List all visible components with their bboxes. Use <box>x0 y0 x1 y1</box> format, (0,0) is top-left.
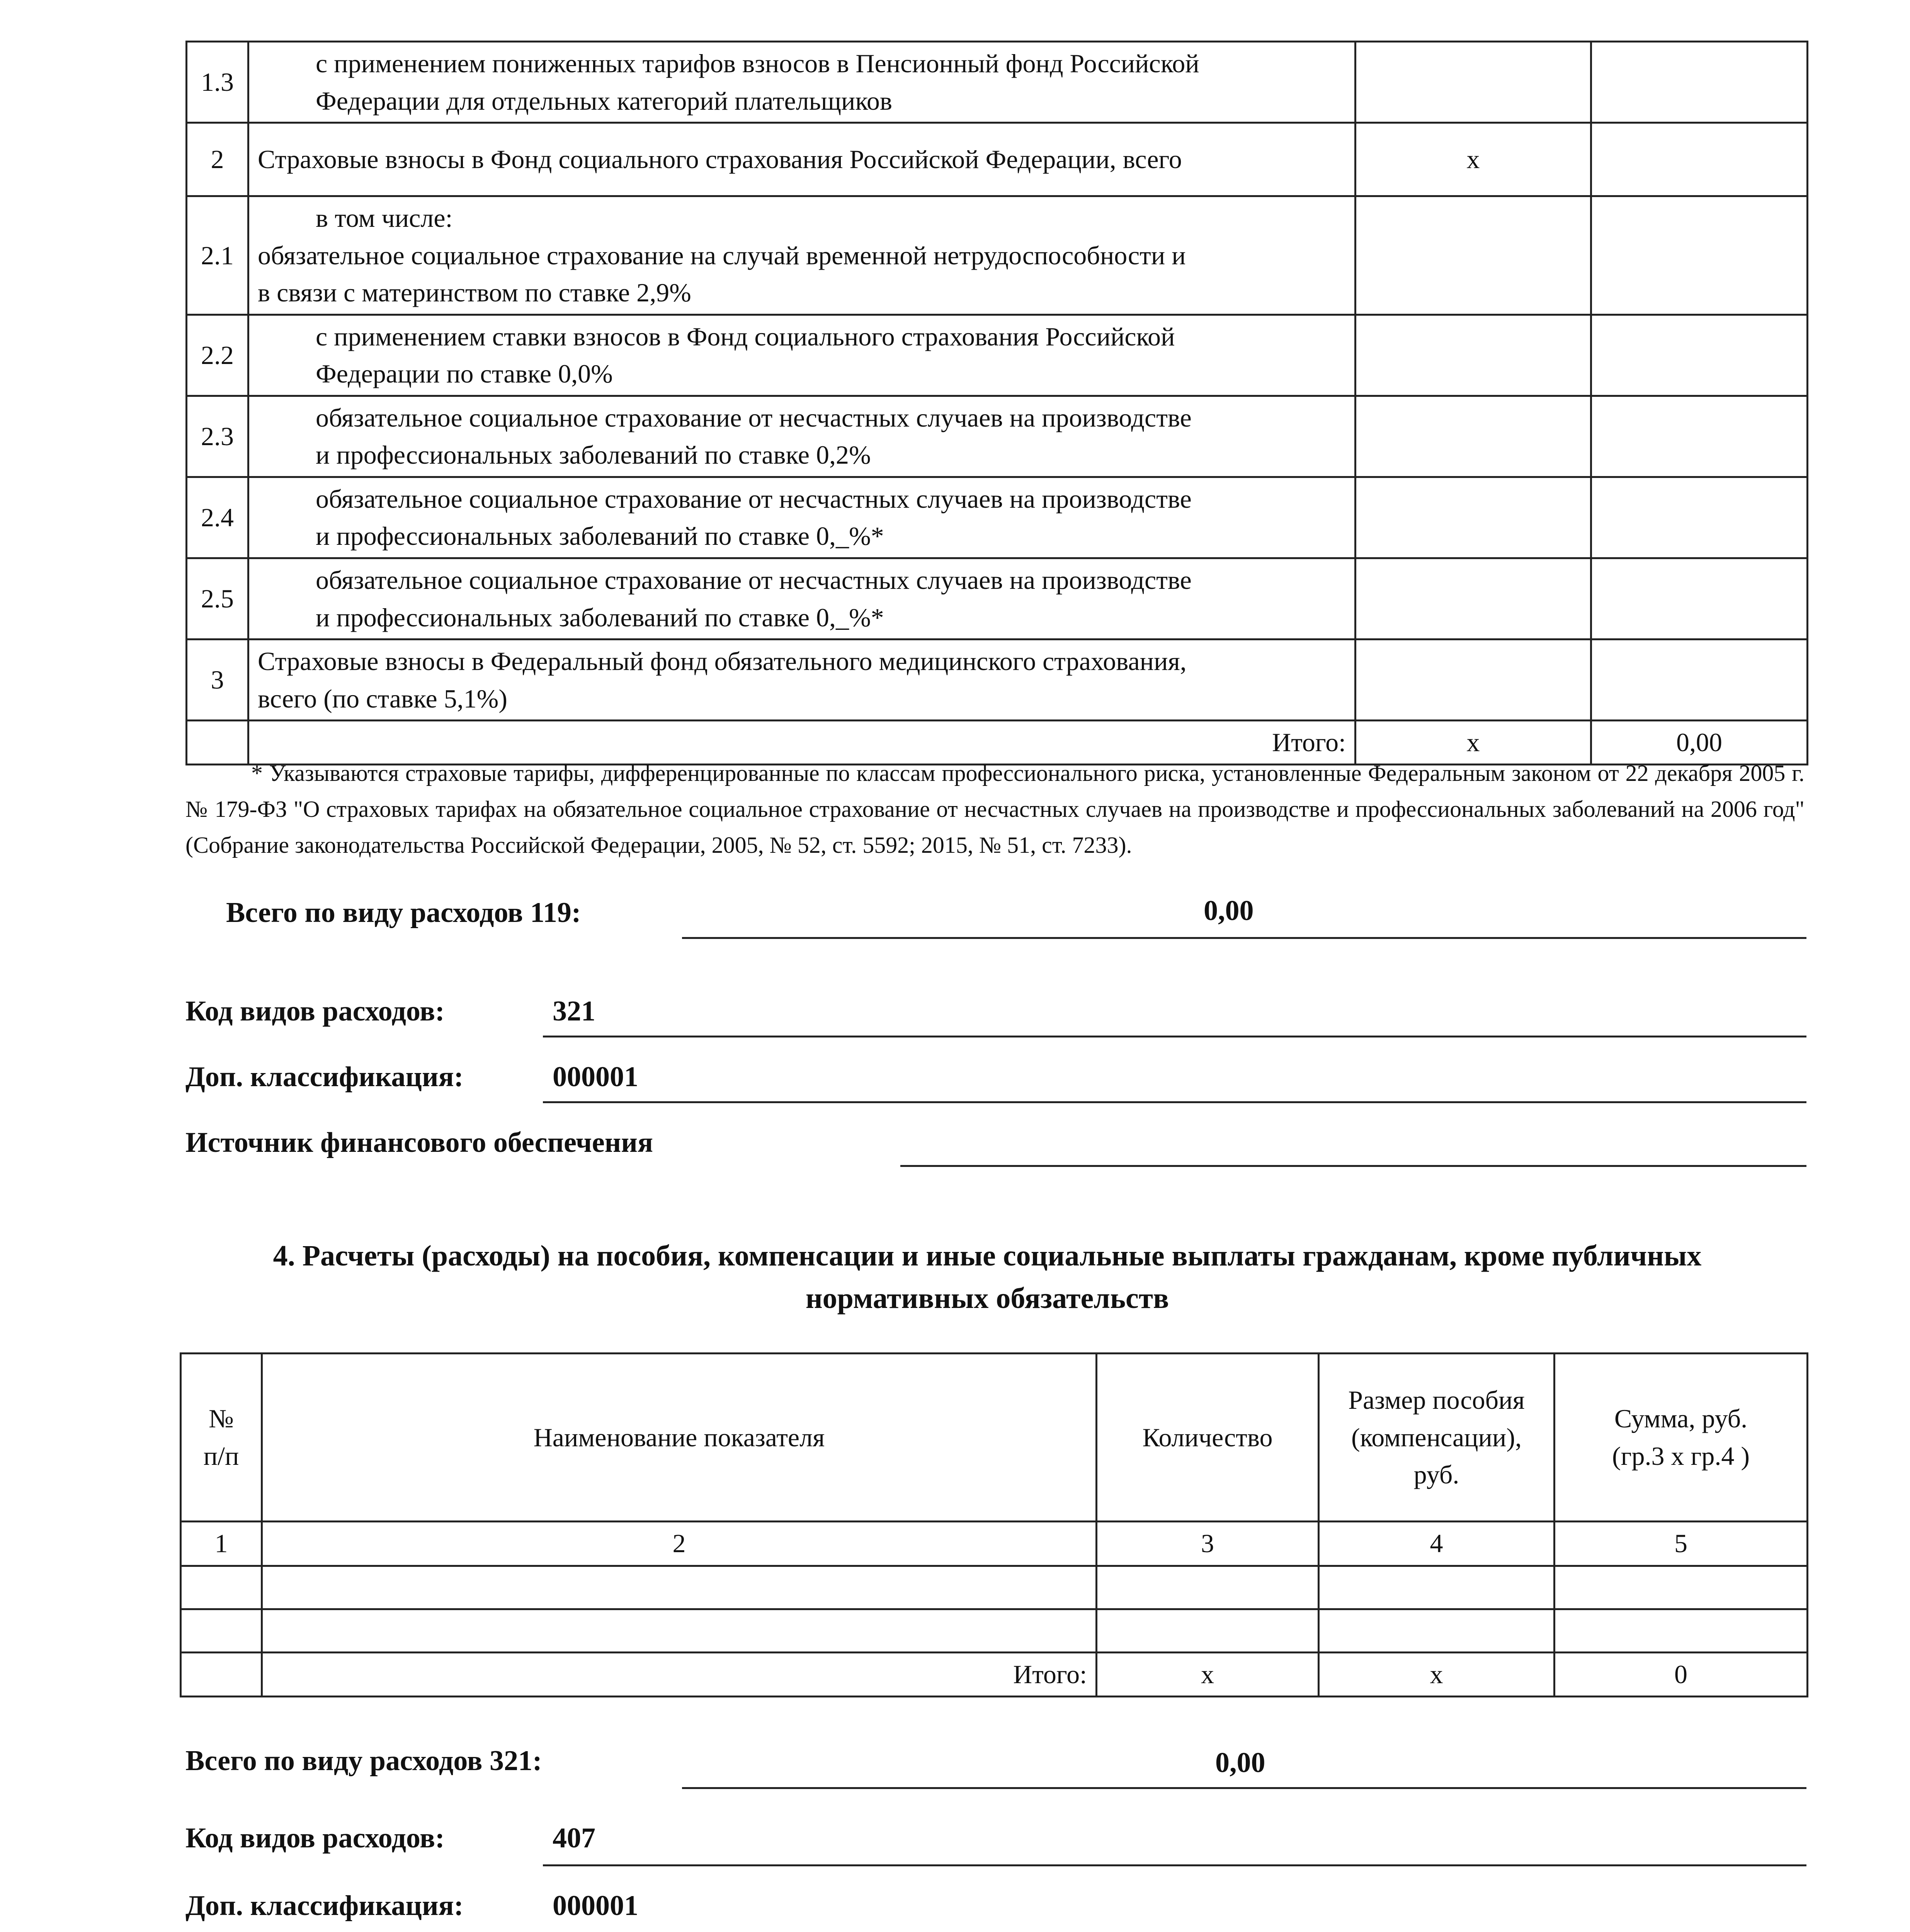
row-description <box>248 123 1356 196</box>
total-321-label: Всего по виду расходов 321: <box>185 1745 542 1777</box>
table-cell <box>1555 1609 1808 1653</box>
table-row <box>187 558 1808 639</box>
row-sum <box>1591 196 1808 315</box>
extra-classification-underline <box>543 1101 1806 1103</box>
row-sum <box>1591 42 1808 123</box>
row-description <box>248 639 1356 721</box>
expense-code-underline-2 <box>543 1864 1806 1866</box>
table-row <box>187 477 1808 558</box>
expense-code-value: 321 <box>553 995 595 1027</box>
table-row <box>187 42 1808 123</box>
description-line: обязательное социальное страхование от несчастных случаев на производстве <box>316 565 1192 595</box>
column-header-3: Количество <box>1097 1354 1319 1522</box>
description-line: обязательное социальное страхование от несчастных случаев на производстве <box>316 403 1192 432</box>
row-number: 2.2 <box>187 315 248 396</box>
total-sum: 0,00 <box>1591 721 1808 765</box>
total-label: Итого: <box>262 1653 1097 1697</box>
total-sum: 0 <box>1555 1653 1808 1697</box>
footnote-text: * Указываются страховые тарифы, дифференцированные по классам профессионального риска, установленные Федеральным законом от 22 декабря 2005 г. № 179-ФЗ "О страховых тарифах на обязательное социальное страхование от несчастных случаев на производстве и профессиональных заболеваний на 2006 год" (Собрание законодательства Российской Федерации, 2005, № 52, ст. 5592; 2015, № 51, ст. 7233). <box>185 760 1805 858</box>
table-cell <box>181 1566 262 1609</box>
funding-source-label: Источник финансового обеспечения <box>185 1127 653 1158</box>
row-description <box>248 396 1356 477</box>
row-sum <box>1591 123 1808 196</box>
extra-classification-value-2: 000001 <box>553 1890 638 1922</box>
row-base <box>1356 315 1591 396</box>
total-321-value: 0,00 <box>1215 1747 1265 1779</box>
description-line: всего (по ставке 5,1%) <box>258 684 507 713</box>
row-number: 2.5 <box>187 558 248 639</box>
table-row <box>187 639 1808 721</box>
column-header-5: Сумма, руб. (гр.3 х гр.4 ) <box>1555 1354 1808 1522</box>
insurance-contributions-table <box>185 41 1808 765</box>
description-line: обязательное социальное страхование от несчастных случаев на производстве <box>316 484 1192 514</box>
social-payments-table <box>180 1352 1808 1697</box>
total-119-underline <box>682 937 1806 939</box>
funding-source-underline <box>900 1165 1806 1167</box>
row-base <box>1356 396 1591 477</box>
table-cell <box>1097 1566 1319 1609</box>
description-line: и профессиональных заболеваний по ставке 0,_%* <box>316 602 884 632</box>
table-cell <box>1319 1609 1555 1653</box>
column-header-1: № п/п <box>181 1354 262 1522</box>
description-line: и профессиональных заболеваний по ставке 0,2% <box>316 440 871 470</box>
table-row <box>187 196 1808 315</box>
row-number: 3 <box>187 639 248 721</box>
description-line: в том числе: <box>316 203 453 233</box>
row-description <box>248 477 1356 558</box>
description-line: Федерации для отдельных категорий плательщиков <box>316 86 893 116</box>
expense-code-label-2: Код видов расходов: <box>185 1822 445 1854</box>
column-number-3: 3 <box>1097 1522 1319 1566</box>
extra-classification-value: 000001 <box>553 1061 638 1093</box>
expense-code-underline <box>543 1036 1806 1037</box>
table-cell <box>1319 1566 1555 1609</box>
section-4-title-line1: 4. Расчеты (расходы) на пособия, компенсации и иные социальные выплаты гражданам, кроме публичных <box>273 1240 1702 1272</box>
table-cell <box>181 1653 262 1697</box>
row-base <box>1356 42 1591 123</box>
row-sum <box>1591 639 1808 721</box>
table-cell <box>1097 1609 1319 1653</box>
description-line: и профессиональных заболеваний по ставке 0,_%* <box>316 521 884 551</box>
description-line: обязательное социальное страхование на случай временной нетрудоспособности и <box>258 240 1186 270</box>
row-number: 2.4 <box>187 477 248 558</box>
total-base: x <box>1356 721 1591 765</box>
row-sum <box>1591 558 1808 639</box>
column-header-2: Наименование показателя <box>262 1354 1097 1522</box>
extra-classification-label: Доп. классификация: <box>185 1061 464 1093</box>
section-4-title-line2: нормативных обязательств <box>805 1282 1169 1315</box>
total-qty: x <box>1097 1653 1319 1697</box>
table-row <box>187 396 1808 477</box>
description-line: Федерации по ставке 0,0% <box>316 359 613 389</box>
total-119-label: Всего по виду расходов 119: <box>226 897 581 929</box>
table-cell <box>262 1609 1097 1653</box>
row-sum <box>1591 315 1808 396</box>
column-number-5: 5 <box>1555 1522 1808 1566</box>
table-cell <box>1555 1566 1808 1609</box>
row-base: x <box>1356 123 1591 196</box>
row-base <box>1356 477 1591 558</box>
section-4-title <box>166 1235 1808 1320</box>
row-number: 1.3 <box>187 42 248 123</box>
row-number: 2.1 <box>187 196 248 315</box>
column-number-1: 1 <box>181 1522 262 1566</box>
column-number-4: 4 <box>1319 1522 1555 1566</box>
row-base <box>1356 196 1591 315</box>
column-header-4: Размер пособия (компенсации), руб. <box>1319 1354 1555 1522</box>
table-row <box>187 315 1808 396</box>
row-base <box>1356 558 1591 639</box>
row-number: 2 <box>187 123 248 196</box>
description-line: с применением ставки взносов в Фонд социального страхования Российской <box>316 321 1175 351</box>
row-description <box>248 558 1356 639</box>
total-label: Итого: <box>248 721 1356 765</box>
row-base <box>1356 639 1591 721</box>
row-number: 2.3 <box>187 396 248 477</box>
total-119-value: 0,00 <box>1204 895 1254 927</box>
table-row <box>187 123 1808 196</box>
expense-code-value-2: 407 <box>553 1822 595 1854</box>
row-sum <box>1591 477 1808 558</box>
table-cell <box>181 1609 262 1653</box>
expense-code-label: Код видов расходов: <box>185 995 445 1027</box>
description-line: в связи с материнством по ставке 2,9% <box>258 278 691 308</box>
total-size: x <box>1319 1653 1555 1697</box>
row-description <box>248 196 1356 315</box>
extra-classification-label-2: Доп. классификация: <box>185 1890 464 1922</box>
total-321-underline <box>682 1787 1806 1789</box>
footnote <box>185 755 1805 863</box>
row-sum <box>1591 396 1808 477</box>
column-number-2: 2 <box>262 1522 1097 1566</box>
description-line: Страховые взносы в Федеральный фонд обязательного медицинского страхования, <box>258 646 1187 676</box>
row-description <box>248 42 1356 123</box>
table-cell <box>262 1566 1097 1609</box>
row-description <box>248 315 1356 396</box>
description-line: с применением пониженных тарифов взносов в Пенсионный фонд Российской <box>316 49 1199 78</box>
description-line: Страховые взносы в Фонд социального страхования Российской Федерации, всего <box>258 145 1182 174</box>
